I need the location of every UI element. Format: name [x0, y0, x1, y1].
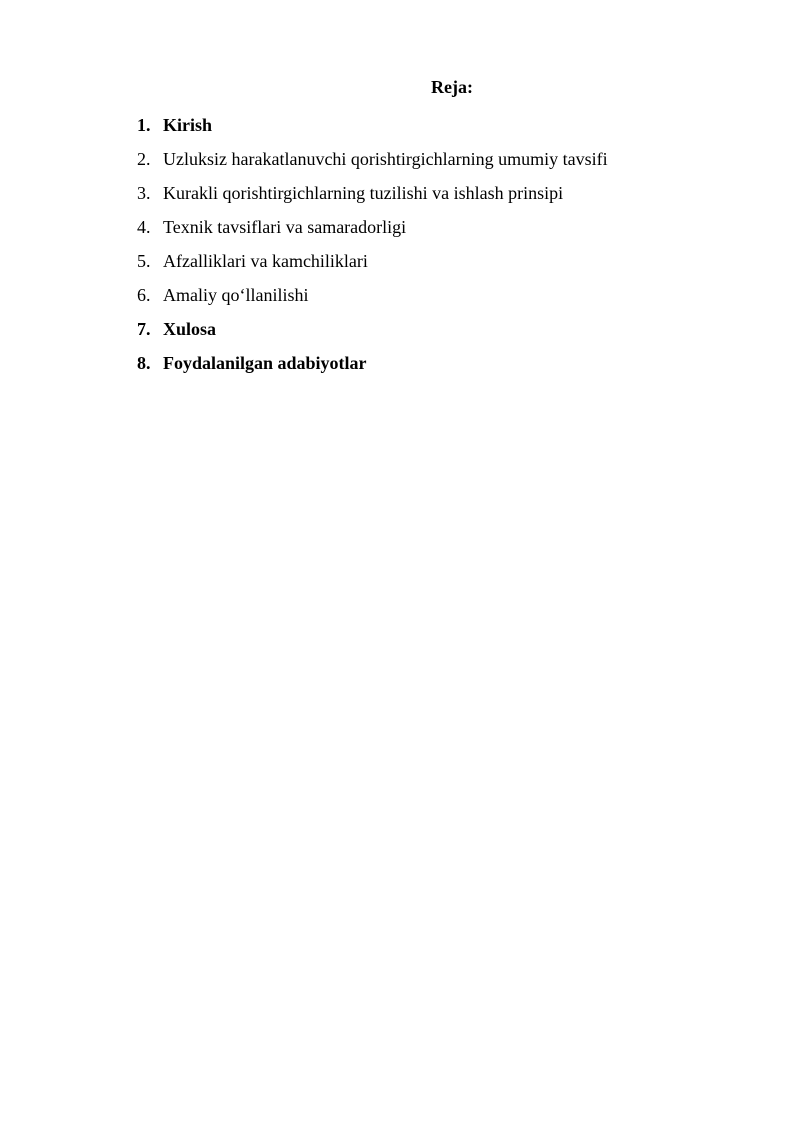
list-item	[137, 278, 608, 312]
plan-list	[137, 108, 608, 380]
list-item	[137, 312, 608, 346]
list-item	[137, 142, 608, 176]
list-item	[137, 210, 608, 244]
item-text: Amaliy qo‘llanilishi	[163, 285, 309, 305]
list-item	[137, 176, 608, 210]
item-text: Uzluksiz harakatlanuvchi qorishtirgichlarning umumiy tavsifi	[163, 149, 608, 169]
item-number: 5.	[137, 251, 151, 271]
list-item	[137, 346, 608, 380]
item-number: 7.	[137, 319, 151, 339]
list-item	[137, 108, 608, 142]
item-text: Kirish	[163, 115, 213, 135]
item-number: 6.	[137, 285, 151, 305]
page-title: Reja:	[431, 77, 473, 97]
item-text: Foydalanilgan adabiyotlar	[163, 353, 367, 373]
item-number: 1.	[137, 115, 151, 135]
item-text: Afzalliklari va kamchiliklari	[163, 251, 368, 271]
item-text: Texnik tavsiflari va samaradorligi	[163, 217, 407, 237]
item-text: Xulosa	[163, 319, 217, 339]
item-number: 4.	[137, 217, 151, 237]
item-number: 3.	[137, 183, 151, 203]
list-item	[137, 244, 608, 278]
item-number: 8.	[137, 353, 151, 373]
item-text: Kurakli qorishtirgichlarning tuzilishi va ishlash prinsipi	[163, 183, 564, 203]
item-number: 2.	[137, 149, 151, 169]
